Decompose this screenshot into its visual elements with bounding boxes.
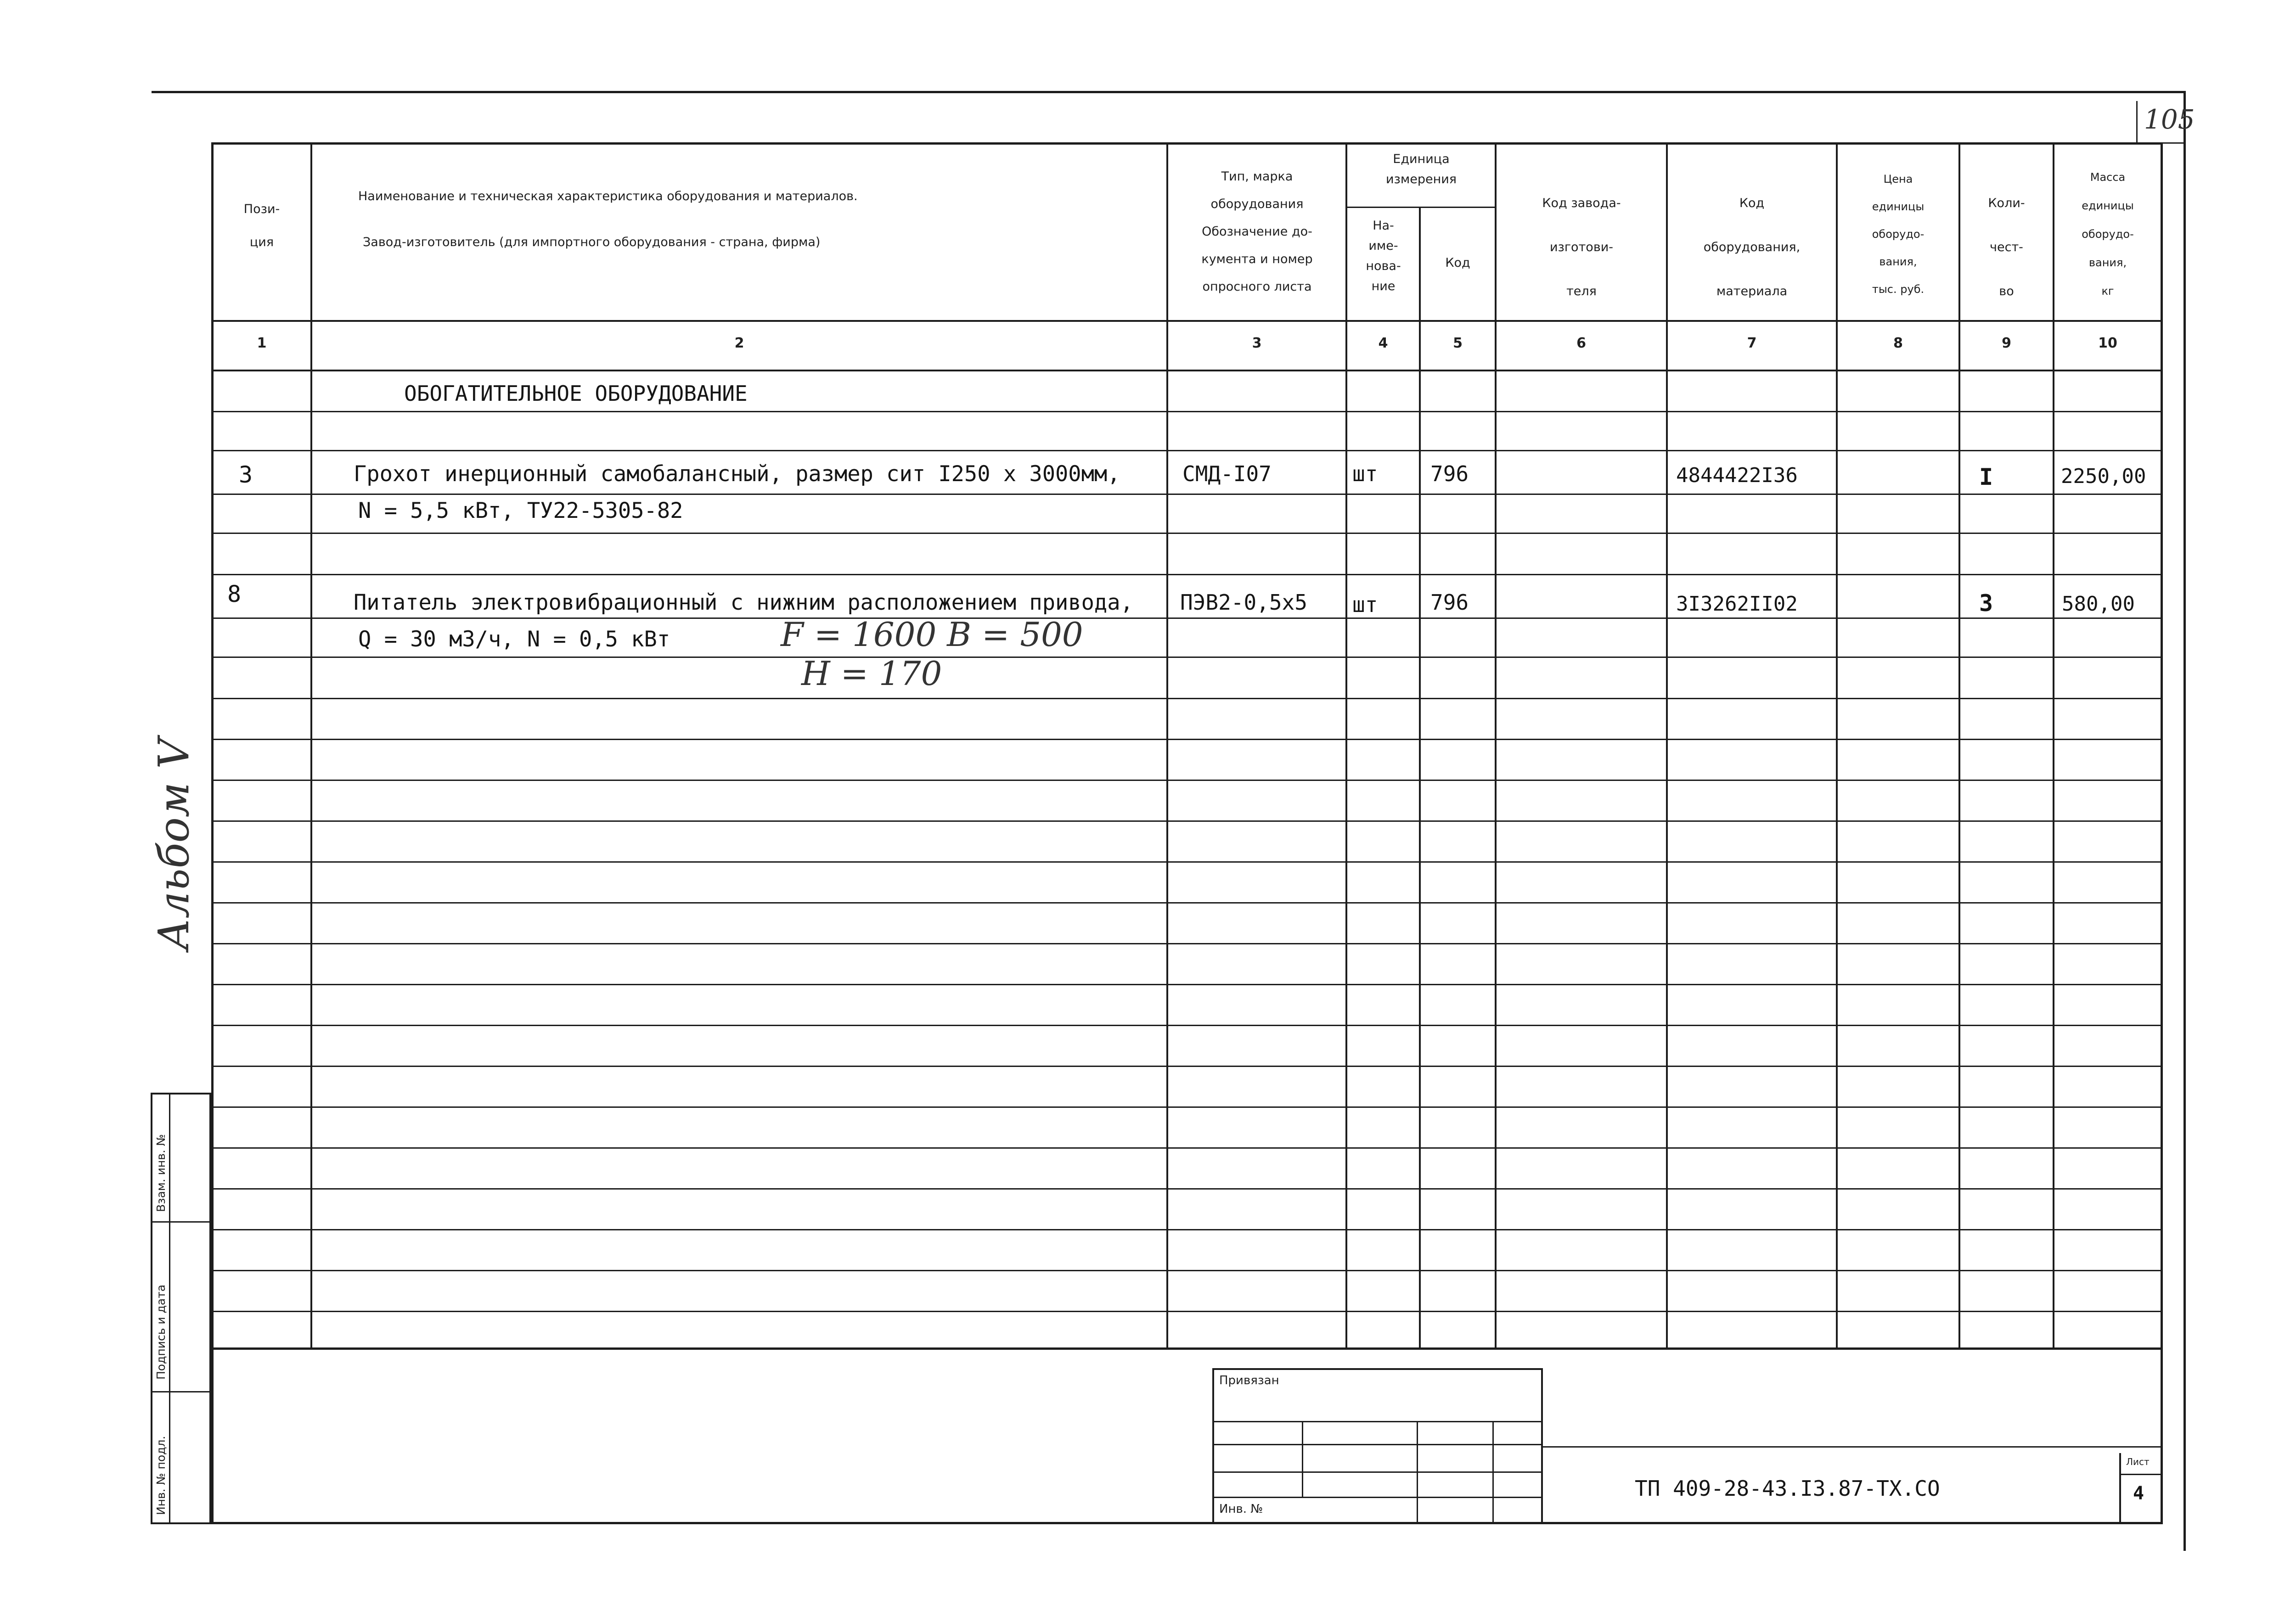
header-unit-code: Код <box>1445 256 1470 270</box>
row-separator <box>211 657 2163 658</box>
row2-unit-code: 796 <box>1430 590 1469 615</box>
row1-unit: шт <box>1352 461 1378 486</box>
header-manufacturer-code: Код завода- изготови- теля <box>1542 196 1621 298</box>
header-name-line1: Наименование и техническая характеристика оборудования и материалов. <box>358 189 858 203</box>
privyazan-vline-2 <box>1417 1421 1418 1524</box>
col-line-7 <box>1836 142 1838 1350</box>
side-stamp-field-3: Взам. инв. № <box>154 1134 168 1212</box>
handwritten-note-2: H = 170 <box>801 654 942 693</box>
row1-name-line1: Грохот инерционный самобалансный, размер сит I250 x 3000мм, <box>354 461 1120 487</box>
col-line-9 <box>2053 142 2054 1350</box>
row2-name-line2: Q = 30 м3/ч, N = 0,5 кВт <box>358 627 670 652</box>
row-separator <box>211 1106 2163 1108</box>
colnum-1: 1 <box>257 335 267 351</box>
row2-quantity: 3 <box>1979 590 1993 617</box>
row-separator <box>211 574 2163 575</box>
row-separator <box>211 943 2163 944</box>
row-separator <box>211 902 2163 904</box>
header-name-line2: Завод-изготовитель (для импортного оборудования - страна, фирма) <box>363 235 821 249</box>
row-separator <box>211 533 2163 534</box>
handwritten-note-1: F = 1600 B = 500 <box>781 615 1083 654</box>
col-line-5 <box>1495 142 1497 1350</box>
row1-mass: 2250,00 <box>2061 465 2146 488</box>
header-equipment-code: Код оборудования, материала <box>1703 196 1801 298</box>
row-separator <box>211 411 2163 412</box>
side-stamp-field-1: Инв. № подл. <box>154 1436 168 1515</box>
row-separator <box>211 984 2163 985</box>
header-type: Тип, марка оборудования Обозначение до- кумента и номер опросного листа <box>1201 169 1313 294</box>
numbers-row-bottom <box>211 370 2163 371</box>
colnum-5: 5 <box>1453 335 1463 351</box>
page-number-text: 105 <box>2144 104 2195 135</box>
row1-position: 3 <box>239 461 253 488</box>
col-line-1 <box>310 142 312 1350</box>
row1-quantity: I <box>1979 464 1993 490</box>
side-stamp-field-2: Подпись и дата <box>154 1284 168 1380</box>
row1-equipment-code: 4844422I36 <box>1676 464 1798 487</box>
row2-position: 8 <box>227 581 242 607</box>
row-separator <box>211 820 2163 822</box>
row-separator <box>211 1066 2163 1067</box>
row-separator <box>211 1270 2163 1271</box>
privyazan-vline-3 <box>1492 1421 1494 1524</box>
colnum-2: 2 <box>734 335 744 351</box>
col-line-4 <box>1419 207 1421 1350</box>
row-separator <box>211 739 2163 740</box>
header-bottom-line <box>211 320 2163 322</box>
colnum-10: 10 <box>2098 335 2117 351</box>
row-separator <box>211 861 2163 863</box>
unit-group-divider <box>1345 207 1496 208</box>
header-quantity: Коли- чест- во <box>1988 196 2025 298</box>
colnum-8: 8 <box>1893 335 1903 351</box>
row-separator <box>211 1311 2163 1312</box>
row-separator <box>211 1188 2163 1190</box>
designation: ТП 409-28-43.I3.87-ТХ.СО <box>1635 1476 1940 1501</box>
row-separator <box>211 1147 2163 1149</box>
col-line-8 <box>1958 142 1960 1350</box>
header-mass: Масса единицы оборудо- вания, кг <box>2082 171 2134 298</box>
row2-type: ПЭВ2-0,5х5 <box>1180 590 1307 615</box>
header-position: Пози- ция <box>243 202 280 249</box>
inv-no-label: Инв. № <box>1219 1502 1263 1516</box>
row-separator <box>211 617 2163 619</box>
row2-name-line1: Питатель электровибрационный с нижним расположением привода, <box>354 590 1133 615</box>
row2-unit: шт <box>1352 592 1378 617</box>
sheet-label: Лист <box>2126 1456 2150 1467</box>
header-price: Цена единицы оборудо- вания, тыс. руб. <box>1872 173 1925 296</box>
row-separator <box>211 698 2163 699</box>
right-border-line <box>2183 91 2186 1551</box>
title-block-bottom <box>211 1522 2163 1524</box>
side-stamp-sep-1 <box>151 1221 211 1223</box>
row1-type: СМД-I07 <box>1182 461 1272 486</box>
row1-unit-code: 796 <box>1430 461 1469 486</box>
row-separator <box>211 494 2163 495</box>
colnum-3: 3 <box>1252 335 1262 351</box>
side-stamp-sep-2 <box>151 1391 211 1392</box>
col-line-6 <box>1666 142 1668 1350</box>
table-right-ext <box>2161 1347 2163 1524</box>
header-unit-name: На- име- нова- ние <box>1366 219 1401 293</box>
top-border-line <box>152 91 2186 93</box>
album-label: Альбом V <box>149 738 198 950</box>
colnum-9: 9 <box>2002 335 2011 351</box>
table-left-ext <box>211 1347 214 1524</box>
sheet-box-divider <box>2119 1474 2161 1475</box>
colnum-6: 6 <box>1576 335 1586 351</box>
side-stamp-divider <box>169 1093 170 1524</box>
page-number <box>2136 101 2195 144</box>
col-line-3 <box>1345 142 1347 1350</box>
specification-table <box>211 142 2163 1350</box>
sheet-number: 4 <box>2133 1483 2144 1504</box>
colnum-7: 7 <box>1747 335 1757 351</box>
row-separator <box>211 1025 2163 1026</box>
row-separator <box>211 780 2163 781</box>
designation-top-line <box>1543 1446 2163 1448</box>
header-unit-group: Единица измерения <box>1385 152 1457 186</box>
row-separator <box>211 450 2163 451</box>
row-separator <box>211 1229 2163 1230</box>
row2-equipment-code: 3I3262II02 <box>1676 592 1798 616</box>
colnum-4: 4 <box>1378 335 1388 351</box>
section-title: ОБОГАТИТЕЛЬНОЕ ОБОРУДОВАНИЕ <box>404 381 748 406</box>
col-line-2 <box>1166 142 1168 1350</box>
privyazan-vline-1 <box>1302 1421 1303 1497</box>
row2-mass: 580,00 <box>2062 592 2135 616</box>
row1-name-line2: N = 5,5 кВт, ТУ22-5305-82 <box>358 498 683 523</box>
privyazan-label: Привязан <box>1219 1374 1279 1387</box>
